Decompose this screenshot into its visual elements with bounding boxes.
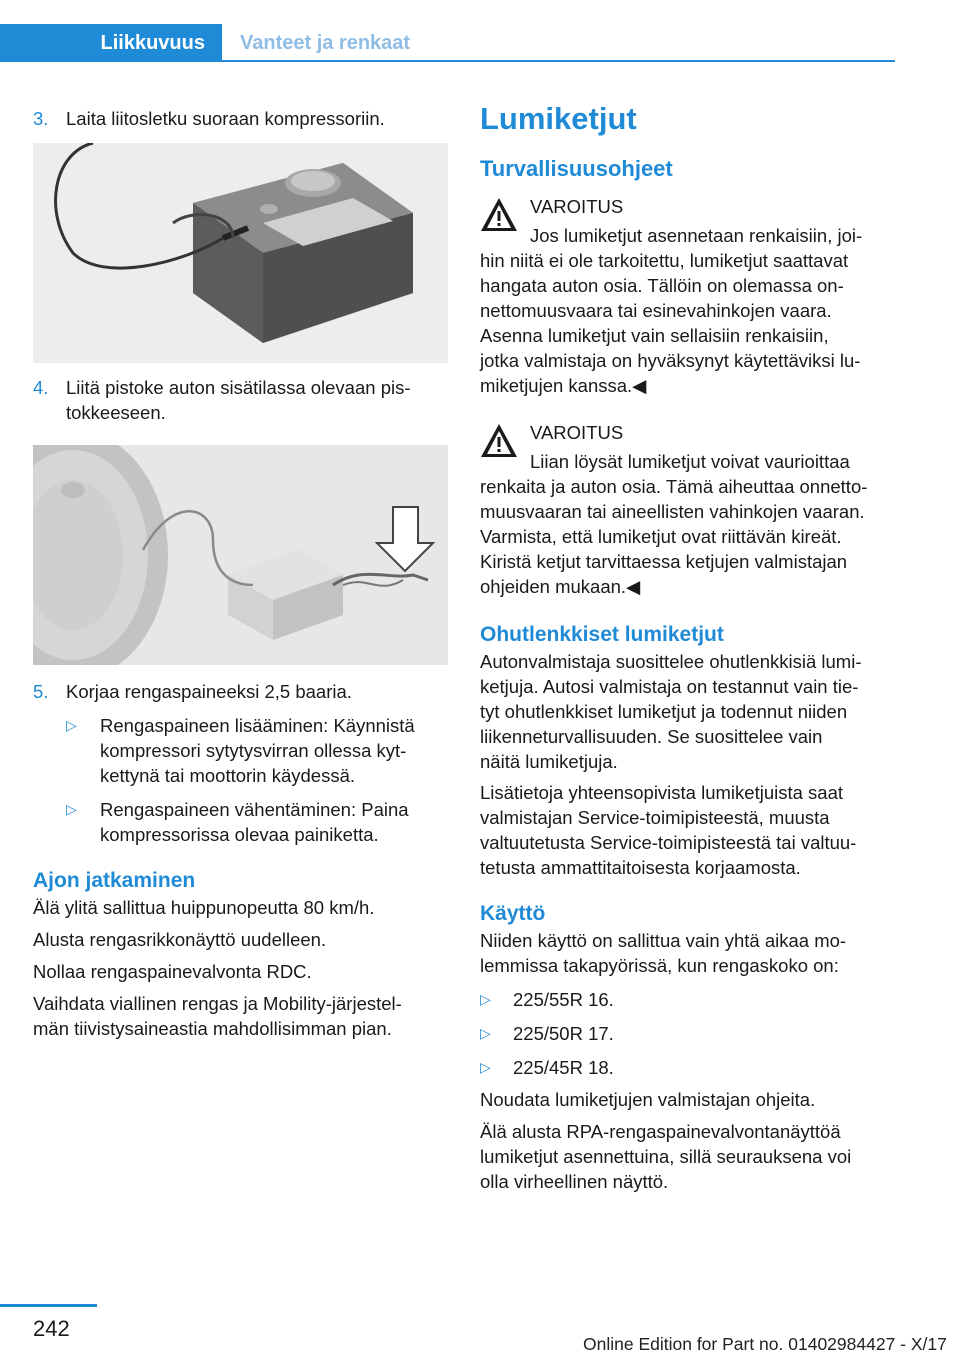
warning-label: VAROITUS [530, 196, 624, 217]
bullet-item [33, 713, 448, 788]
warning-line: Liian löysät lumiketjut voivat vaurioittaa [530, 451, 850, 472]
step-4 [33, 375, 448, 425]
warning-line: hangata auton osia. Tällöin on olemassa on‐ [480, 275, 844, 296]
bullet-triangle-icon: ▷ [480, 991, 491, 1007]
page-number: 242 [33, 1316, 70, 1341]
tire-size-item [480, 1055, 895, 1080]
section-title-ohutlenkkiset: Ohutlenkkiset lumiketjut [480, 623, 724, 646]
warning-triangle-icon [480, 422, 518, 460]
compressor-image [33, 143, 448, 363]
warning-line: Jos lumiketjut asennetaan renkaisiin, joi‐ [530, 225, 863, 246]
tire-size: 225/50R 17. [513, 1023, 614, 1044]
header-divider [222, 60, 895, 62]
left-column [33, 100, 448, 1041]
warning-triangle-icon [480, 196, 518, 234]
step-3 [33, 106, 448, 131]
tire-size-item [480, 987, 895, 1012]
warning-line: muusvaaran tai aineellisten vahinkojen vaaran. [480, 501, 865, 522]
paragraph [33, 991, 448, 1041]
paragraph-line: tetusta ammattitaitoisesta korjaamosta. [480, 857, 801, 878]
bullet-triangle-icon: ▷ [66, 717, 77, 733]
paragraph-line: lumiketjut asennettuina, sillä seurauksena voi [480, 1146, 852, 1167]
warning-line: Asenna lumiketjut vain sellaisiin renkaisiin, [480, 325, 829, 346]
paragraph [480, 1119, 895, 1194]
paragraph-line: ketjuja. Autosi valmistaja on testannut vain tie‐ [480, 676, 859, 697]
bullet-line: kettynä tai moottorin käydessä. [100, 765, 356, 786]
step-text-line: tokkeeseen. [66, 402, 166, 423]
paragraph [480, 928, 895, 978]
paragraph-line: Lisätietoja yhteensopivista lumiketjuista saat [480, 782, 843, 803]
paragraph [480, 780, 895, 880]
bullet-line: Rengaspaineen vähentäminen: Paina [100, 799, 409, 820]
step-text: Laita liitosletku suoraan kompressoriin. [66, 108, 385, 129]
paragraph: Nollaa rengaspainevalvonta RDC. [33, 961, 312, 982]
paragraph-line: Vaihdata viallinen rengas ja Mobility-järjestel‐ [33, 993, 402, 1014]
step-5 [33, 679, 448, 704]
compressor-illustration [33, 143, 448, 363]
bullet-line: kompressorissa olevaa painiketta. [100, 824, 379, 845]
step-text: Korjaa rengaspaineeksi 2,5 baaria. [66, 681, 352, 702]
paragraph: Alusta rengasrikkonäyttö uudelleen. [33, 929, 327, 950]
paragraph-line: män tiivistysaineastia mahdollisimman pian. [33, 1018, 392, 1039]
paragraph-line: tyt ohutlenkkiset lumiketjut ja todennut niiden [480, 701, 848, 722]
tab-liikkuvuus[interactable]: Liikkuvuus [0, 24, 222, 62]
warning-line: ohjeiden mukaan.◀ [480, 576, 641, 597]
warning-line: Varmista, että lumiketjut ovat riittävän kireät. [480, 526, 842, 547]
warning-block [480, 194, 895, 398]
warning-line: Kiristä ketjut tarvittaessa ketjujen valmistajan [480, 551, 848, 572]
page-title: Lumiketjut [480, 101, 637, 136]
paragraph [480, 649, 895, 774]
warning-label: VAROITUS [530, 422, 624, 443]
paragraph-line: lemmissa takapyörissä, kun rengaskoko on: [480, 955, 839, 976]
paragraph-line: olla virheellinen näyttö. [480, 1171, 669, 1192]
warning-line: renkaita ja auton osia. Tämä aiheuttaa onnetto‐ [480, 476, 868, 497]
step-text-line: Liitä pistoke auton sisätilassa olevaan pis‐ [66, 377, 411, 398]
bullet-triangle-icon: ▷ [480, 1025, 491, 1041]
paragraph-line: Älä alusta RPA-rengaspainevalvontanäyttöä [480, 1121, 841, 1142]
tire-size: 225/55R 16. [513, 989, 614, 1010]
paragraph: Noudata lumiketjujen valmistajan ohjeita. [480, 1089, 816, 1110]
step-number: 5. [33, 681, 49, 702]
wheel-compressor-illustration [33, 445, 448, 665]
footer-divider [0, 1304, 97, 1307]
wheel-compressor-image [33, 445, 448, 665]
header-tabs [0, 24, 895, 62]
bullet-line: kompressori sytytysvirran ollessa kyt‐ [100, 740, 407, 761]
paragraph: Älä ylitä sallittua huippunopeutta 80 km/h. [33, 897, 375, 918]
bullet-item [33, 797, 448, 847]
tab-vanteet-ja-renkaat[interactable]: Vanteet ja renkaat [240, 31, 411, 54]
paragraph-line: valtuutetusta Service-toimipisteestä tai valtuu‐ [480, 832, 857, 853]
warning-line: jotka valmistaja on hyväksynyt käytettäviksi lu‐ [480, 350, 861, 371]
paragraph-line: Autonvalmistaja suosittelee ohutlenkkisiä lumi‐ [480, 651, 862, 672]
section-title-ajon-jatkaminen: Ajon jatkaminen [33, 869, 196, 892]
bullet-triangle-icon: ▷ [66, 801, 77, 817]
edition-text: Online Edition for Part no. 01402984427 - X/17 [583, 1334, 947, 1354]
right-column [480, 100, 895, 1194]
section-title-turvallisuusohjeet: Turvallisuusohjeet [480, 156, 673, 181]
warning-block [480, 420, 895, 599]
paragraph-line: näitä lumiketjuja. [480, 751, 618, 772]
paragraph-line: liikenneturvallisuuden. Se suosittelee vain [480, 726, 823, 747]
warning-line: nettomuusvaara tai esinevahinkojen vaara. [480, 300, 832, 321]
warning-line: hin niitä ei ole tarkoitettu, lumiketjut saattavat [480, 250, 849, 271]
step-number: 3. [33, 108, 49, 129]
paragraph-line: Niiden käyttö on sallittua vain yhtä aikaa mo‐ [480, 930, 847, 951]
section-title-kaytto: Käyttö [480, 902, 546, 925]
tire-size-item [480, 1021, 895, 1046]
step-number: 4. [33, 377, 49, 398]
bullet-line: Rengaspaineen lisääminen: Käynnistä [100, 715, 415, 736]
paragraph-line: valmistajan Service-toimipisteestä, muusta [480, 807, 830, 828]
tire-size: 225/45R 18. [513, 1057, 614, 1078]
warning-line: miketjujen kanssa.◀ [480, 375, 647, 396]
bullet-triangle-icon: ▷ [480, 1059, 491, 1075]
